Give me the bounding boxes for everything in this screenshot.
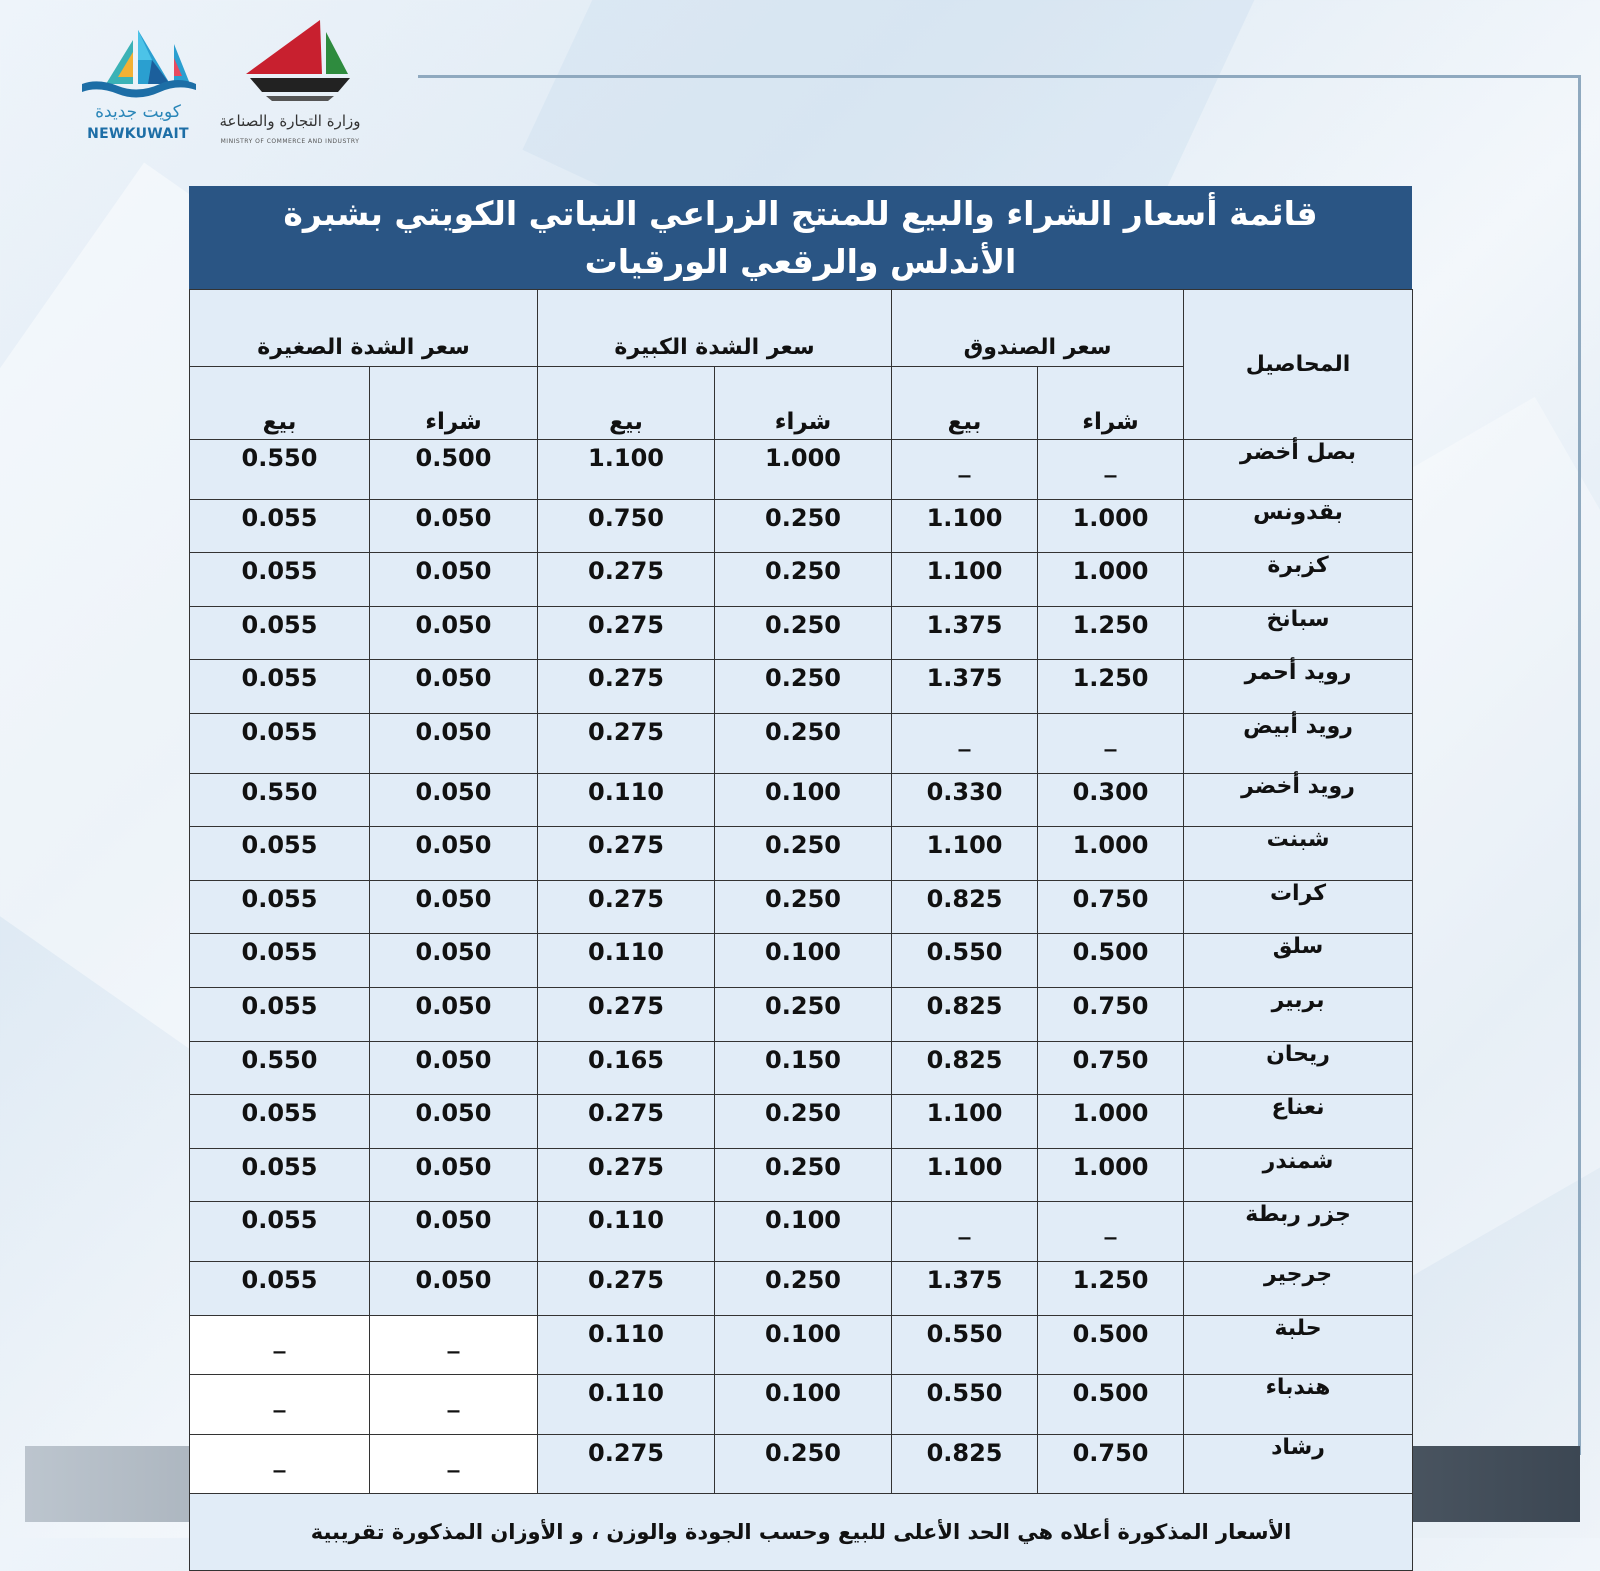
big-buy-cell: 0.250 (715, 1148, 892, 1202)
box-buy-cell: 1.000 (1038, 1095, 1184, 1149)
ministry-dhow-icon (210, 16, 370, 106)
box-sell-cell: 1.375 (892, 606, 1038, 660)
box-buy-cell: 0.500 (1038, 934, 1184, 988)
big-sell-cell: 0.110 (538, 934, 715, 988)
box-buy-cell: 1.000 (1038, 553, 1184, 607)
product-name-cell: حلبة (1184, 1315, 1413, 1375)
big-sell-cell: 0.275 (538, 660, 715, 714)
small-buy-header: شراء (370, 367, 538, 440)
product-name-cell: جرجير (1184, 1261, 1413, 1315)
product-name-cell: بقدونس (1184, 499, 1413, 553)
big-sell-cell: 0.275 (538, 1261, 715, 1315)
box-sell-cell: 0.550 (892, 1315, 1038, 1375)
small-buy-cell: 0.050 (370, 499, 538, 553)
small-sell-cell: 0.055 (190, 880, 370, 934)
small-sell-cell: 0.055 (190, 987, 370, 1041)
big-buy-cell: 0.250 (715, 606, 892, 660)
small-sell-cell: 0.055 (190, 606, 370, 660)
big-sell-cell: 0.275 (538, 1095, 715, 1149)
table-row (190, 1148, 1413, 1202)
page-title: قائمة أسعار الشراء والبيع للمنتج الزراعي النباتي الكويتي بشبرة الأندلس والرقعي الورقيات (283, 193, 1318, 281)
small-buy-cell: 0.050 (370, 1261, 538, 1315)
small-sell-cell: 0.055 (190, 827, 370, 881)
big-buy-cell: 0.250 (715, 987, 892, 1041)
box-buy-cell: 1.250 (1038, 660, 1184, 714)
box-buy-cell: 1.250 (1038, 1261, 1184, 1315)
ministry-english-text: MINISTRY OF COMMERCE AND INDUSTRY (220, 138, 360, 145)
newkuwait-logo (78, 22, 198, 147)
title-banner (189, 186, 1412, 289)
box-sell-cell: _ (892, 1202, 1038, 1262)
small-sell-cell: 0.055 (190, 713, 370, 773)
table-row (190, 1375, 1413, 1435)
big-buy-cell: 0.100 (715, 1375, 892, 1435)
small-sell-header: بيع (190, 367, 370, 440)
box-sell-cell: 1.100 (892, 1148, 1038, 1202)
big-sell-cell: 1.100 (538, 440, 715, 500)
big-sell-cell: 0.275 (538, 606, 715, 660)
table-row (190, 1315, 1413, 1375)
frame-line (418, 75, 1580, 78)
big-buy-cell: 0.250 (715, 880, 892, 934)
small-buy-cell: 0.500 (370, 440, 538, 500)
table-row (190, 1095, 1413, 1149)
box-sell-cell: 1.100 (892, 827, 1038, 881)
small-sell-cell: _ (190, 1434, 370, 1494)
box-sell-cell: 0.330 (892, 773, 1038, 827)
small-buy-cell: 0.050 (370, 987, 538, 1041)
small-sell-cell: _ (190, 1315, 370, 1375)
small-buy-cell: 0.050 (370, 713, 538, 773)
small-sell-cell: _ (190, 1375, 370, 1435)
product-name-cell: جزر ربطة (1184, 1202, 1413, 1262)
small-sell-cell: 0.055 (190, 1202, 370, 1262)
small-sell-cell: 0.055 (190, 499, 370, 553)
big-sell-cell: 0.165 (538, 1041, 715, 1095)
product-name-cell: سلق (1184, 934, 1413, 988)
product-name-cell: رويد أخضر (1184, 773, 1413, 827)
big-sell-cell: 0.110 (538, 1375, 715, 1435)
box-sell-cell: _ (892, 440, 1038, 500)
table-row (190, 1202, 1413, 1262)
box-sell-cell: 1.100 (892, 553, 1038, 607)
box-sell-cell: 1.375 (892, 1261, 1038, 1315)
product-column-header: المحاصيل (1184, 290, 1413, 440)
table-row (190, 713, 1413, 773)
big-sell-cell: 0.275 (538, 880, 715, 934)
table-row (190, 1261, 1413, 1315)
box-sell-cell: 0.550 (892, 934, 1038, 988)
product-name-cell: رويد أحمر (1184, 660, 1413, 714)
big-buy-cell: 0.250 (715, 553, 892, 607)
box-buy-cell: _ (1038, 1202, 1184, 1262)
big-buy-cell: 0.250 (715, 827, 892, 881)
big-sell-header: بيع (538, 367, 715, 440)
box-buy-cell: 1.000 (1038, 827, 1184, 881)
big-sell-cell: 0.275 (538, 1434, 715, 1494)
small-sell-cell: 0.055 (190, 1261, 370, 1315)
small-buy-cell: 0.050 (370, 773, 538, 827)
table-row (190, 880, 1413, 934)
big-sell-cell: 0.750 (538, 499, 715, 553)
box-buy-cell: 0.750 (1038, 1041, 1184, 1095)
box-sell-cell: 0.550 (892, 1375, 1038, 1435)
big-buy-cell: 0.100 (715, 1202, 892, 1262)
box-buy-cell: 0.500 (1038, 1375, 1184, 1435)
product-name-cell: شمندر (1184, 1148, 1413, 1202)
small-buy-cell: _ (370, 1315, 538, 1375)
big-buy-header: شراء (715, 367, 892, 440)
product-name-cell: كرات (1184, 880, 1413, 934)
box-sell-cell: 0.825 (892, 987, 1038, 1041)
small-sell-cell: 0.550 (190, 773, 370, 827)
box-buy-header: شراء (1038, 367, 1184, 440)
small-buy-cell: 0.050 (370, 606, 538, 660)
small-buy-cell: 0.050 (370, 880, 538, 934)
product-name-cell: هندباء (1184, 1375, 1413, 1435)
small-sell-cell: 0.055 (190, 660, 370, 714)
small-buy-cell: _ (370, 1375, 538, 1435)
table-row (190, 773, 1413, 827)
table-row (190, 1041, 1413, 1095)
small-sell-cell: 0.550 (190, 440, 370, 500)
frame-line (1578, 75, 1581, 1455)
table-row (190, 987, 1413, 1041)
big-buy-cell: 0.250 (715, 1261, 892, 1315)
table-row (190, 606, 1413, 660)
big-buy-cell: 0.100 (715, 934, 892, 988)
small-sell-cell: 0.055 (190, 553, 370, 607)
big-buy-cell: 0.250 (715, 660, 892, 714)
box-buy-cell: 0.300 (1038, 773, 1184, 827)
box-sell-cell: 0.825 (892, 1041, 1038, 1095)
small-sell-cell: 0.055 (190, 1095, 370, 1149)
small-sell-cell: 0.055 (190, 1148, 370, 1202)
big-sell-cell: 0.275 (538, 553, 715, 607)
product-name-cell: بصل أخضر (1184, 440, 1413, 500)
table-body (190, 440, 1413, 1494)
product-name-cell: سبانخ (1184, 606, 1413, 660)
product-name-cell: رويد أبيض (1184, 713, 1413, 773)
table-row (190, 440, 1413, 500)
ministry-arabic-text: وزارة التجارة والصناعة (219, 112, 361, 130)
newkuwait-english-text: NEWKUWAIT (87, 126, 189, 142)
box-sell-cell: 1.375 (892, 660, 1038, 714)
small-buy-cell: 0.050 (370, 1041, 538, 1095)
small-buy-cell: 0.050 (370, 660, 538, 714)
box-price-header: سعر الصندوق (892, 290, 1184, 367)
big-sell-cell: 0.110 (538, 1315, 715, 1375)
big-buy-cell: 0.250 (715, 713, 892, 773)
box-sell-cell: 1.100 (892, 1095, 1038, 1149)
product-name-cell: نعناع (1184, 1095, 1413, 1149)
box-buy-cell: 0.500 (1038, 1315, 1184, 1375)
table-note: الأسعار المذكورة أعلاه هي الحد الأعلى للبيع وحسب الجودة والوزن ، و الأوزان المذكورة تقريبية (190, 1494, 1413, 1571)
box-sell-cell: 0.825 (892, 1434, 1038, 1494)
big-sell-cell: 0.275 (538, 827, 715, 881)
box-buy-cell: 1.250 (1038, 606, 1184, 660)
table-row (190, 660, 1413, 714)
small-buy-cell: 0.050 (370, 1095, 538, 1149)
big-sell-cell: 0.110 (538, 773, 715, 827)
big-buy-cell: 0.150 (715, 1041, 892, 1095)
ministry-logo (210, 16, 370, 151)
table-row (190, 934, 1413, 988)
product-name-cell: شبنت (1184, 827, 1413, 881)
big-sell-cell: 0.275 (538, 1148, 715, 1202)
table-row (190, 499, 1413, 553)
big-sell-cell: 0.275 (538, 713, 715, 773)
big-bunch-price-header: سعر الشدة الكبيرة (538, 290, 892, 367)
newkuwait-sail-icon (78, 22, 198, 102)
small-buy-cell: 0.050 (370, 1148, 538, 1202)
box-buy-cell: _ (1038, 440, 1184, 500)
product-name-cell: ريحان (1184, 1041, 1413, 1095)
big-buy-cell: 0.100 (715, 1315, 892, 1375)
box-buy-cell: _ (1038, 713, 1184, 773)
big-buy-cell: 0.250 (715, 499, 892, 553)
small-buy-cell: 0.050 (370, 553, 538, 607)
product-name-cell: بربير (1184, 987, 1413, 1041)
small-buy-cell: 0.050 (370, 1202, 538, 1262)
box-buy-cell: 0.750 (1038, 1434, 1184, 1494)
box-buy-cell: 1.000 (1038, 499, 1184, 553)
box-buy-cell: 0.750 (1038, 987, 1184, 1041)
big-buy-cell: 1.000 (715, 440, 892, 500)
box-buy-cell: 1.000 (1038, 1148, 1184, 1202)
small-buy-cell: 0.050 (370, 827, 538, 881)
product-name-cell: رشاد (1184, 1434, 1413, 1494)
big-sell-cell: 0.110 (538, 1202, 715, 1262)
table-row (190, 1434, 1413, 1494)
big-buy-cell: 0.250 (715, 1434, 892, 1494)
small-buy-cell: _ (370, 1434, 538, 1494)
big-sell-cell: 0.275 (538, 987, 715, 1041)
big-buy-cell: 0.250 (715, 1095, 892, 1149)
table-row (190, 553, 1413, 607)
price-table (189, 289, 1413, 1571)
small-sell-cell: 0.055 (190, 934, 370, 988)
box-sell-cell: 0.825 (892, 880, 1038, 934)
box-sell-header: بيع (892, 367, 1038, 440)
box-buy-cell: 0.750 (1038, 880, 1184, 934)
big-buy-cell: 0.100 (715, 773, 892, 827)
box-sell-cell: 1.100 (892, 499, 1038, 553)
small-buy-cell: 0.050 (370, 934, 538, 988)
table-row (190, 827, 1413, 881)
box-sell-cell: _ (892, 713, 1038, 773)
small-sell-cell: 0.550 (190, 1041, 370, 1095)
product-name-cell: كزبرة (1184, 553, 1413, 607)
newkuwait-arabic-text: كويت جديدة (95, 102, 181, 122)
small-bunch-price-header: سعر الشدة الصغيرة (190, 290, 538, 367)
